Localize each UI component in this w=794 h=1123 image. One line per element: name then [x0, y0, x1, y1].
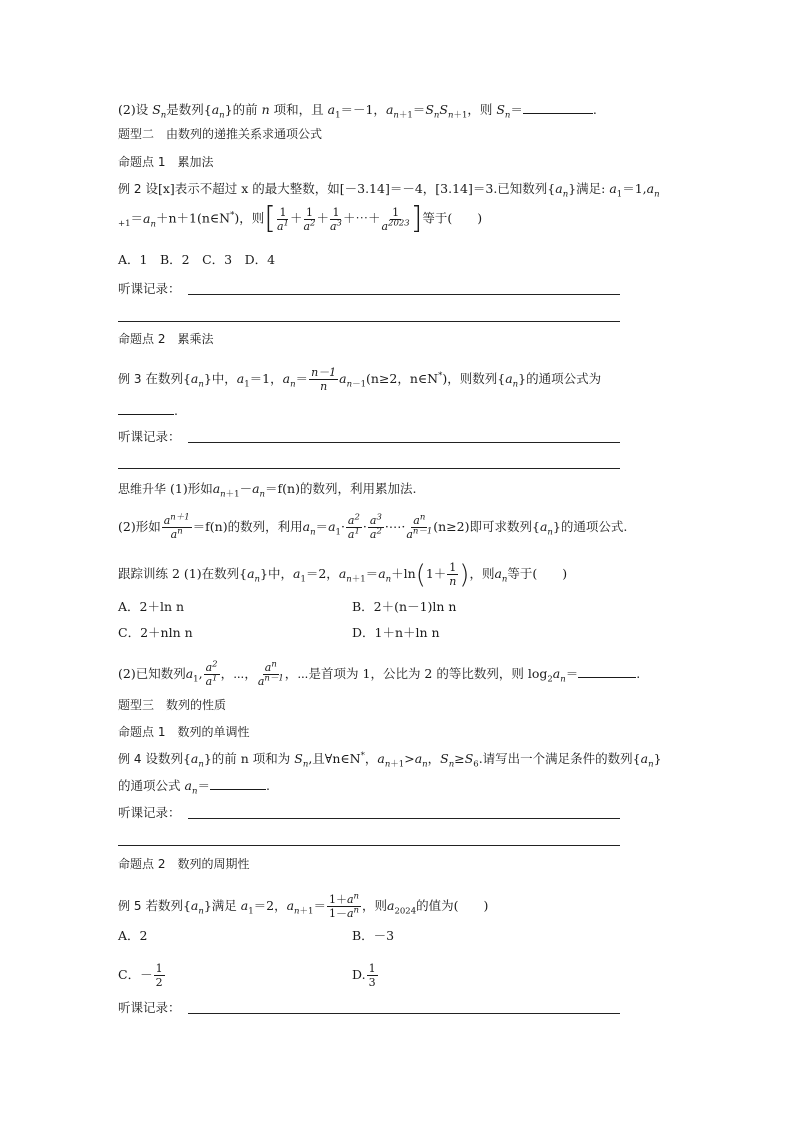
example-3-line-2: . — [118, 402, 178, 419]
note-line — [118, 468, 620, 469]
example-4-line-1: 例 4 设数列$\{a_n\}$的前 n 项和为 $S_n$,且∀n∈N*，$a_{n+1}>a_n$，$S_n\ge S_6$.请写出一个满足条件的数列$\{a_n\}$ — [118, 750, 662, 770]
option-c: C．－ $\frac{1}{2}$ — [118, 962, 163, 989]
subpoint-heading: 命题点 2 数列的周期性 — [118, 857, 250, 871]
option-b: B．2＋(n－1)ln n — [352, 599, 457, 614]
note-line — [118, 321, 620, 322]
note-line — [118, 845, 620, 846]
note-label: 听课记录： — [118, 281, 181, 296]
option-d: D. $\frac{1}{3}$ — [352, 962, 376, 989]
note-line — [188, 1013, 620, 1014]
note-label: 听课记录： — [118, 1000, 181, 1015]
section-heading-2: 题型二 由数列的递推关系求通项公式 — [118, 127, 323, 141]
summary-line-1: 思维升华 (1)形如$a_{n+1}-a_n=f(n)$的数列，利用累加法. — [118, 481, 417, 500]
example-2-line-2: $_{+1}=a_n+n+1(n\in N^*)$，则[ $\frac{1}{a^1}$ ＋ $\frac{1}{a^2}$ ＋ $\frac{1}{a^3}$ ＋⋯＋ $\frac{1}{a^{2023}}$ ]等于( ) — [118, 201, 483, 236]
subpoint-heading: 命题点 1 数列的单调性 — [118, 725, 250, 739]
question-2-line: (2)设 $S_n$是数列$\{a_n\}$的前 n 项和，且 $a_1=-1$，$a_{n+1}=S_nS_{n+1}$，则 $S_n=$ . — [118, 102, 597, 121]
option-a: A．2＋ln n — [118, 599, 185, 614]
subpoint-heading: 命题点 1 累加法 — [118, 155, 214, 169]
summary-line-2: (2)形如 $\frac{a^{n+1}}{a^n}$ ＝f(n)的数列，利用$a_n=a_1\cdot$ $\frac{a^2}{a^1}$ · $\frac{a^3}{a^2}$ ·⋯· $\frac{a^n}{a^{n-1}}$ (n≥2)即可求数列$\{a_n\}$的通项公式. — [118, 512, 628, 541]
subpoint-heading: 命题点 2 累乘法 — [118, 332, 214, 346]
tracking-2-line-2: (2)已知数列$a_1$, $\frac{a^2}{a^1}$ ，⋯， $\frac{a^n}{a^{n-1}}$ ，⋯是首项为 1，公比为 2 的等比数列，则 $\log_2a_n=$ . — [118, 659, 641, 688]
example-2-options: A．1 B．2 C．3 D．4 — [118, 252, 276, 267]
option-d: D．1＋n＋ln n — [352, 625, 440, 640]
option-c: C．2＋nln n — [118, 625, 193, 640]
option-a: A．2 — [118, 928, 148, 943]
section-heading-3: 题型三 数列的性质 — [118, 698, 227, 712]
example-2-line-1: 例 2 设[x]表示不超过 x 的最大整数，如[－3.14]＝－4，[3.14]＝3.已知数列$\{a_n\}$满足: $a_1=1,a_n$ — [118, 181, 660, 200]
note-label: 听课记录： — [118, 429, 181, 444]
note-label: 听课记录： — [118, 805, 181, 820]
example-4-line-2: 的通项公式 $a_n=$ . — [118, 778, 270, 797]
example-3-line-1: 例 3 在数列$\{a_n\}$中，$a_1=1$，$a_n=$ $\frac{n-1}{n}$ $a_{n-1}(n\ge 2$，n∈N*)，则数列$\{a_n\}$的通项公式为 — [118, 366, 602, 393]
option-b: B．－3 — [352, 928, 395, 943]
note-line — [188, 294, 620, 295]
note-line — [188, 442, 620, 443]
tracking-2-line-1: 跟踪训练 2 (1)在数列$\{a_n\}$中，$a_1=2$，$a_{n+1}=a_n+\ln(1+$ $\frac{1}{n}$ )，则$a_n$等于( ) — [118, 559, 568, 590]
note-line — [188, 818, 620, 819]
example-5-line: 例 5 若数列$\{a_n\}$满足 $a_1=2$，$a_{n+1}=$ $\frac{1+a^n}{1-a^n}$ ，则$a_{2024}$的值为( ) — [118, 891, 489, 920]
